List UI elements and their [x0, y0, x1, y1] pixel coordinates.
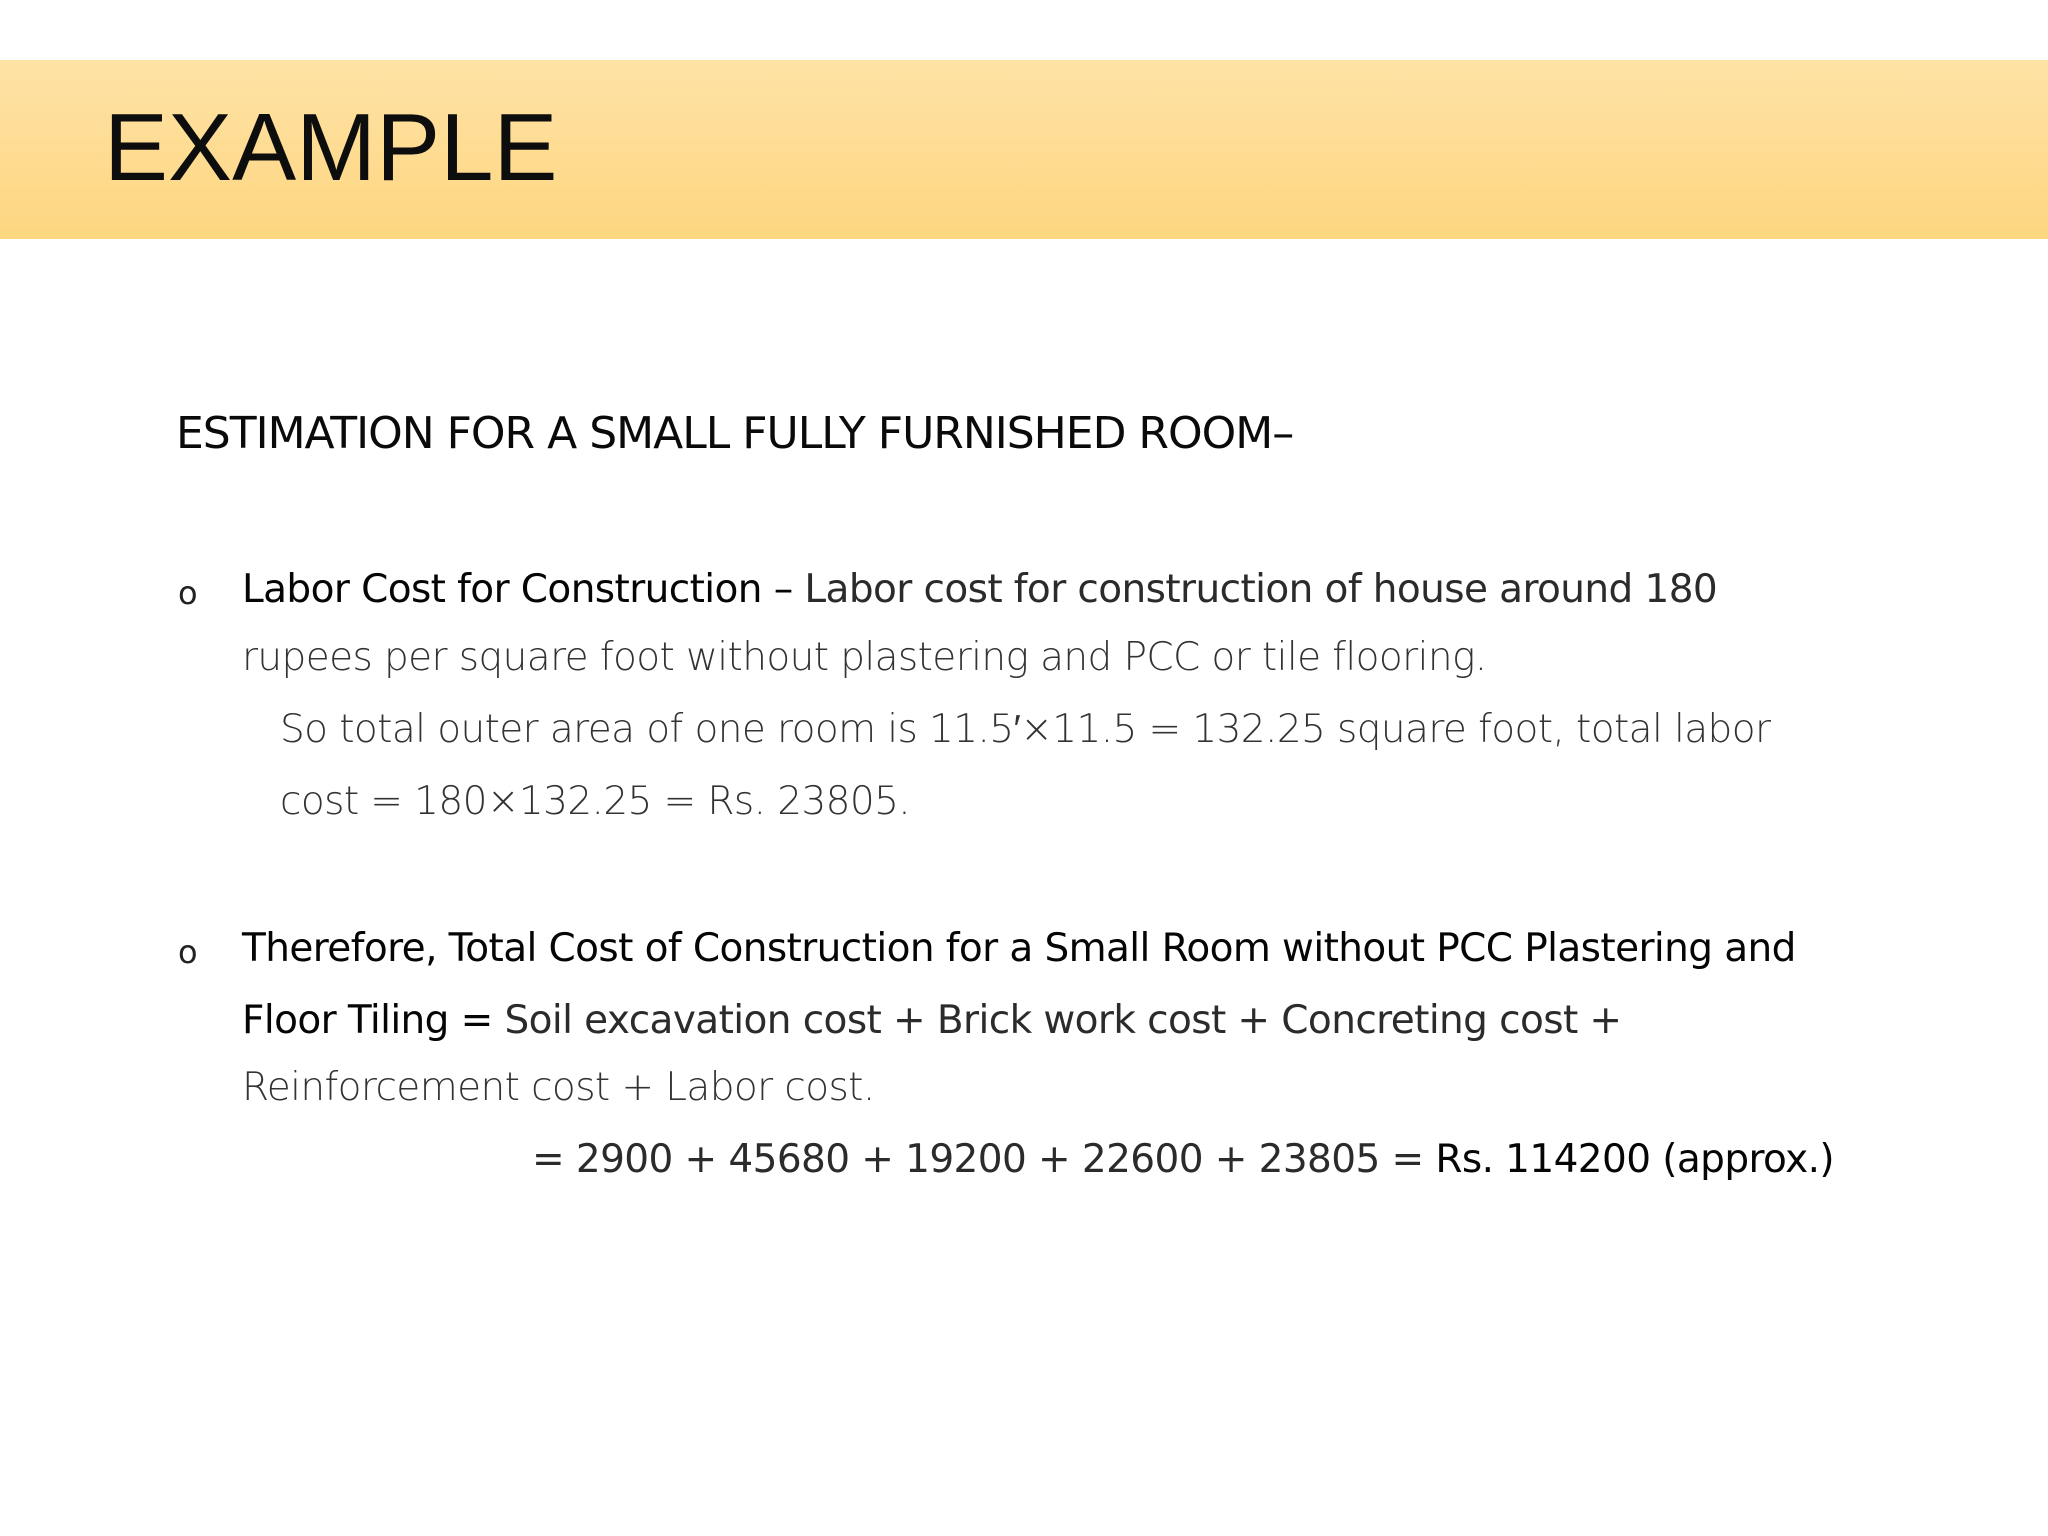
bullet-2-line-2-rest: Soil excavation cost + Brick work cost + Concreting cost + — [492, 998, 1622, 1043]
slide-title: EXAMPLE — [104, 94, 558, 201]
bullet-2-lead-line-1: Therefore, Total Cost of Construction for a Small Room without PCC Plastering and — [242, 926, 1796, 971]
bullet-1-lead: Labor Cost for Construction – — [242, 567, 793, 612]
bullet-2-lead-line-2: Floor Tiling = — [242, 998, 493, 1043]
bullet-2-line-2 — [242, 993, 1622, 1049]
bullet-2-line-3: Reinforcement cost + Labor cost. — [242, 1065, 875, 1110]
bullet-1-line-1-rest: Labor cost for construction of house around 180 — [792, 567, 1718, 612]
bullet-marker: o — [178, 574, 198, 612]
bullet-1-line-3: So total outer area of one room is 11.5′×11.5 = 132.25 square foot, total labor — [280, 707, 1771, 752]
bullet-2-sum: = 2900 + 45680 + 19200 + 22600 + 23805 = — [532, 1137, 1436, 1182]
bullet-1-line-4: cost = 180×132.25 = Rs. 23805. — [280, 779, 911, 824]
bullet-1-line-1 — [242, 562, 1717, 618]
bullet-1-line-2: rupees per square foot without plastering and PCC or tile flooring. — [242, 635, 1487, 680]
bullet-2-total: Rs. 114200 (approx.) — [1435, 1137, 1835, 1182]
section-heading: ESTIMATION FOR A SMALL FULLY FURNISHED ROOM– — [176, 408, 1294, 459]
bullet-2-line-4 — [532, 1132, 1834, 1188]
bullet-marker: o — [178, 933, 198, 971]
